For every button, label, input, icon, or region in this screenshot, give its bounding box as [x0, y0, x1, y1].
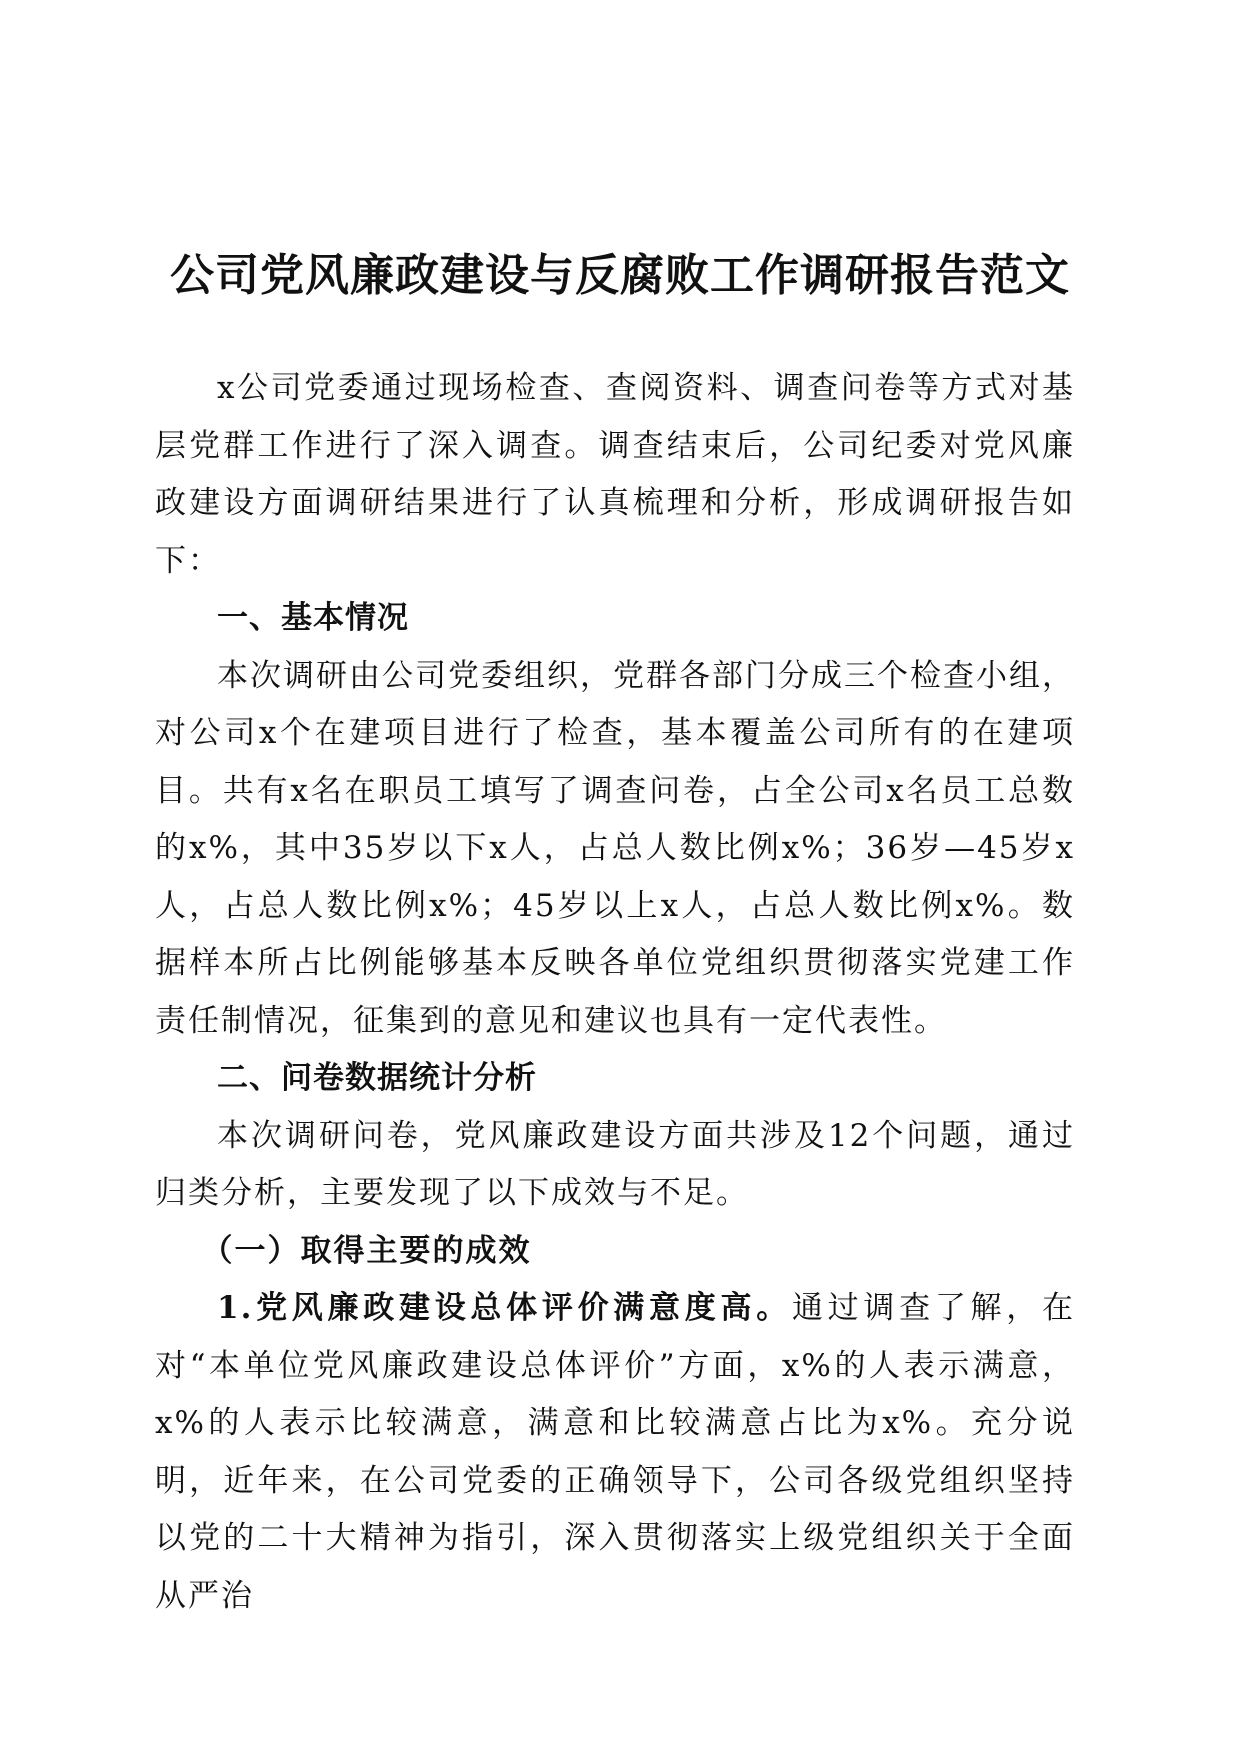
- section-heading-survey-analysis: 二、问卷数据统计分析: [217, 1060, 537, 1096]
- survey-analysis-paragraph: 本次调研问卷，党风廉政建设方面共涉及12个问题，通过归类分析，主要发现了以下成效与不足。: [155, 1117, 1075, 1211]
- basic-situation-paragraph: 本次调研由公司党委组织，党群各部门分成三个检查小组，对公司x个在建项目进行了检查，基本覆盖公司所有的在建项目。共有x名在职员工填写了调查问卷，占全公司x名员工总数的x%，其中35岁以下x人，占总人数比例x%；36岁—45岁x人，占总人数比例x%；45岁以上x人，占总人数比例x%。数据样本所占比例能够基本反映各单位党组织贯彻落实党建工作责任制情况，征集到的意见和建议也具有一定代表性。: [155, 657, 1075, 1039]
- section-heading-basic-situation: 一、基本情况: [217, 600, 409, 636]
- document-title: 公司党风廉政建设与反腐败工作调研报告范文: [170, 250, 1070, 301]
- achievement-item-1: [155, 1280, 1075, 1625]
- subsection-heading-achievements: （一）取得主要的成效: [201, 1232, 532, 1269]
- achievement-item-1-lead: 1.党风廉政建设总体评价满意度高。: [217, 1290, 792, 1326]
- intro-paragraph: x公司党委通过现场检查、查阅资料、调查问卷等方式对基层党群工作进行了深入调查。调查结束后，公司纪委对党风廉政建设方面调研结果进行了认真梳理和分析，形成调研报告如下：: [155, 370, 1075, 579]
- achievement-item-1-text: 通过调查了解，在对“本单位党风廉政建设总体评价”方面，x%的人表示满意，x%的人表示比较满意，满意和比较满意占比为x%。充分说明，近年来，在公司党委的正确领导下，公司各级党组织坚持以党的二十大精神为指引，深入贯彻落实上级党组织关于全面从严治: [155, 1290, 1075, 1614]
- document-body: [155, 360, 1075, 1625]
